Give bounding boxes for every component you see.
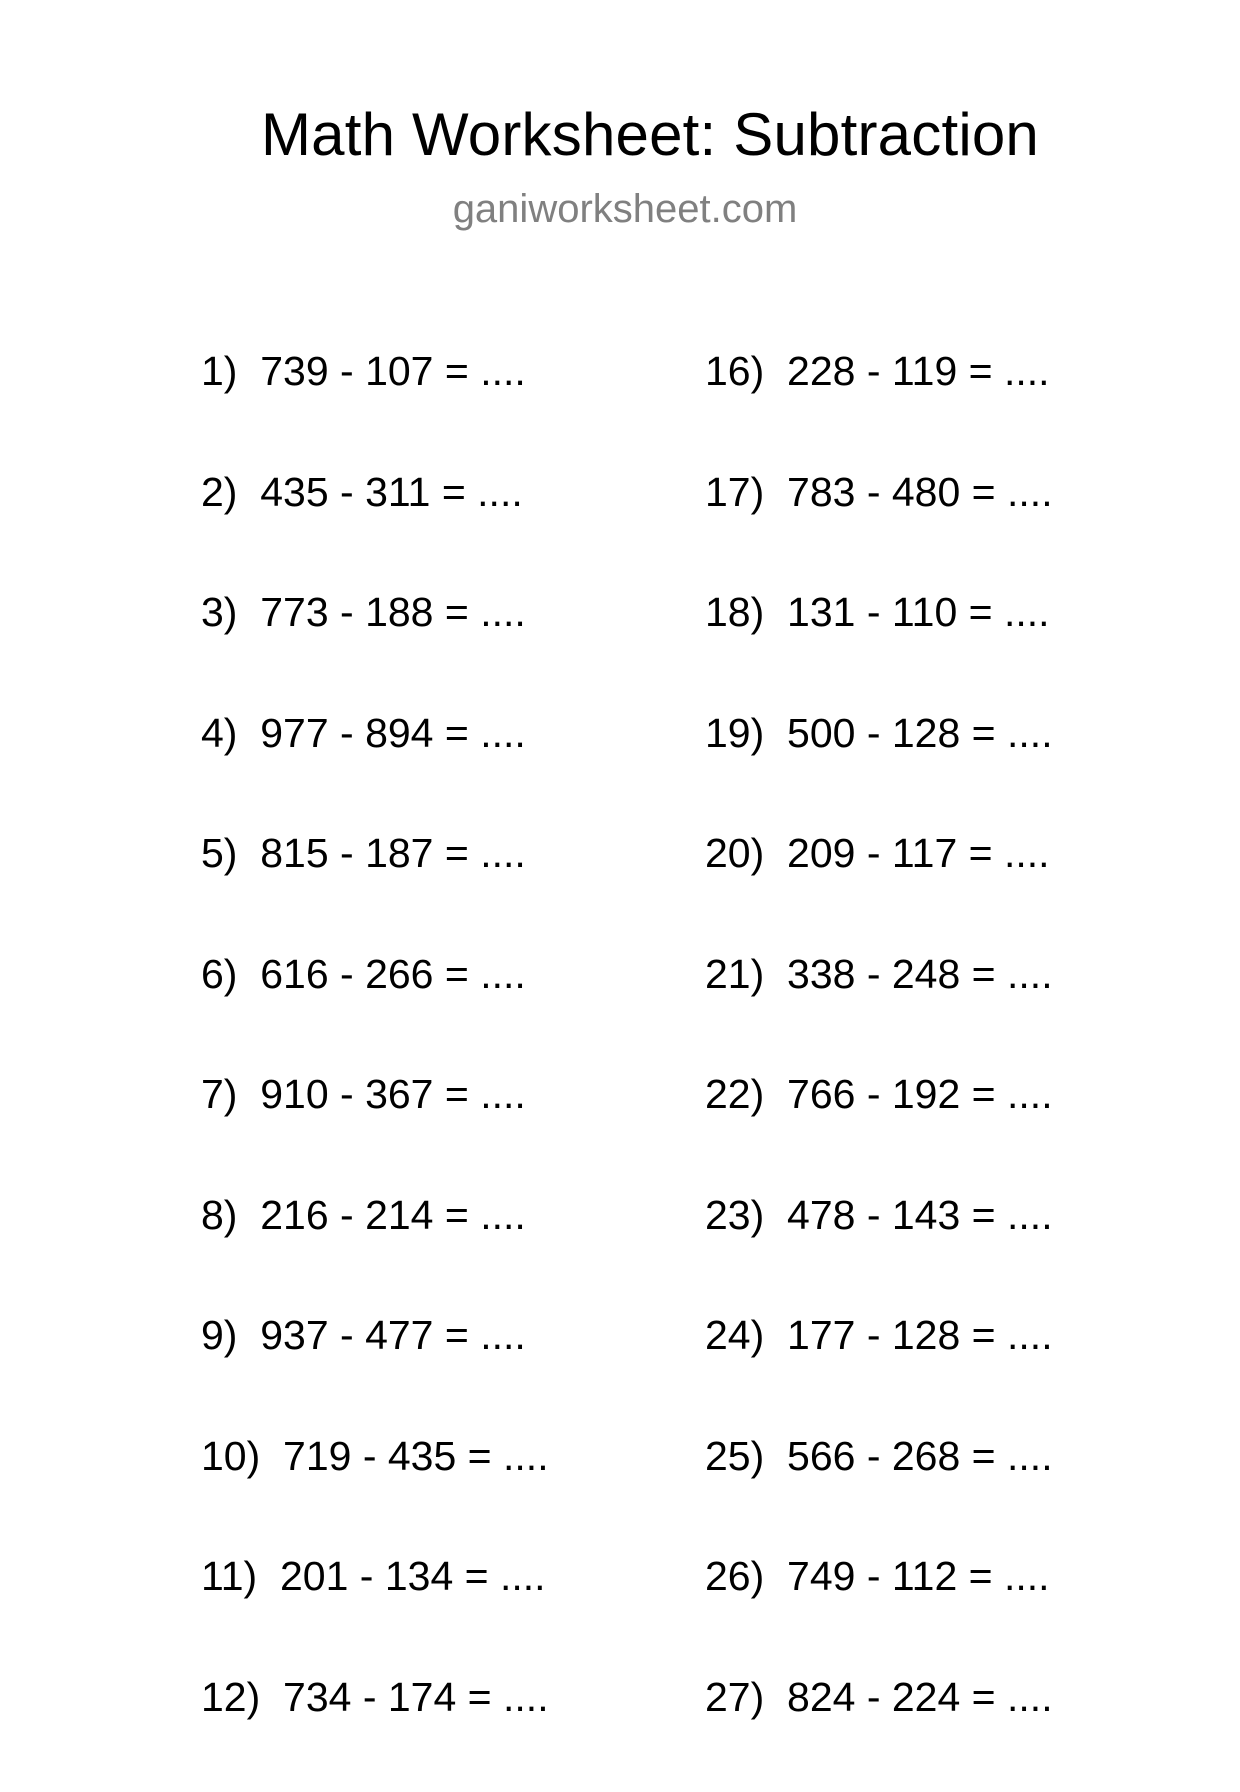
problem-item: 10) 719 - 435 = .... <box>201 1431 549 1552</box>
problem-item: 23) 478 - 143 = .... <box>705 1190 1053 1311</box>
problem-item: 9) 937 - 477 = .... <box>201 1310 549 1431</box>
problem-item: 1) 739 - 107 = .... <box>201 346 549 467</box>
problem-item: 11) 201 - 134 = .... <box>201 1551 549 1672</box>
problem-item: 3) 773 - 188 = .... <box>201 587 549 708</box>
problem-item: 22) 766 - 192 = .... <box>705 1069 1053 1190</box>
problem-item: 21) 338 - 248 = .... <box>705 949 1053 1070</box>
problem-item: 19) 500 - 128 = .... <box>705 708 1053 829</box>
problem-item: 20) 209 - 117 = .... <box>705 828 1053 949</box>
problem-item: 17) 783 - 480 = .... <box>705 467 1053 588</box>
problem-item: 7) 910 - 367 = .... <box>201 1069 549 1190</box>
worksheet-title: Math Worksheet: Subtraction <box>0 96 1240 174</box>
problem-item: 12) 734 - 174 = .... <box>201 1672 549 1792</box>
problem-item: 24) 177 - 128 = .... <box>705 1310 1053 1431</box>
problem-item: 25) 566 - 268 = .... <box>705 1431 1053 1552</box>
problem-item: 26) 749 - 112 = .... <box>705 1551 1053 1672</box>
problem-item: 6) 616 - 266 = .... <box>201 949 549 1070</box>
problem-item: 18) 131 - 110 = .... <box>705 587 1053 708</box>
problem-item: 8) 216 - 214 = .... <box>201 1190 549 1311</box>
problem-item: 27) 824 - 224 = .... <box>705 1672 1053 1792</box>
right-problem-column <box>705 346 1053 1792</box>
left-problem-column <box>201 346 549 1792</box>
problem-item: 5) 815 - 187 = .... <box>201 828 549 949</box>
problem-item: 16) 228 - 119 = .... <box>705 346 1053 467</box>
site-name: ganiworksheet.com <box>0 186 1240 232</box>
problem-item: 2) 435 - 311 = .... <box>201 467 549 588</box>
problem-item: 4) 977 - 894 = .... <box>201 708 549 829</box>
